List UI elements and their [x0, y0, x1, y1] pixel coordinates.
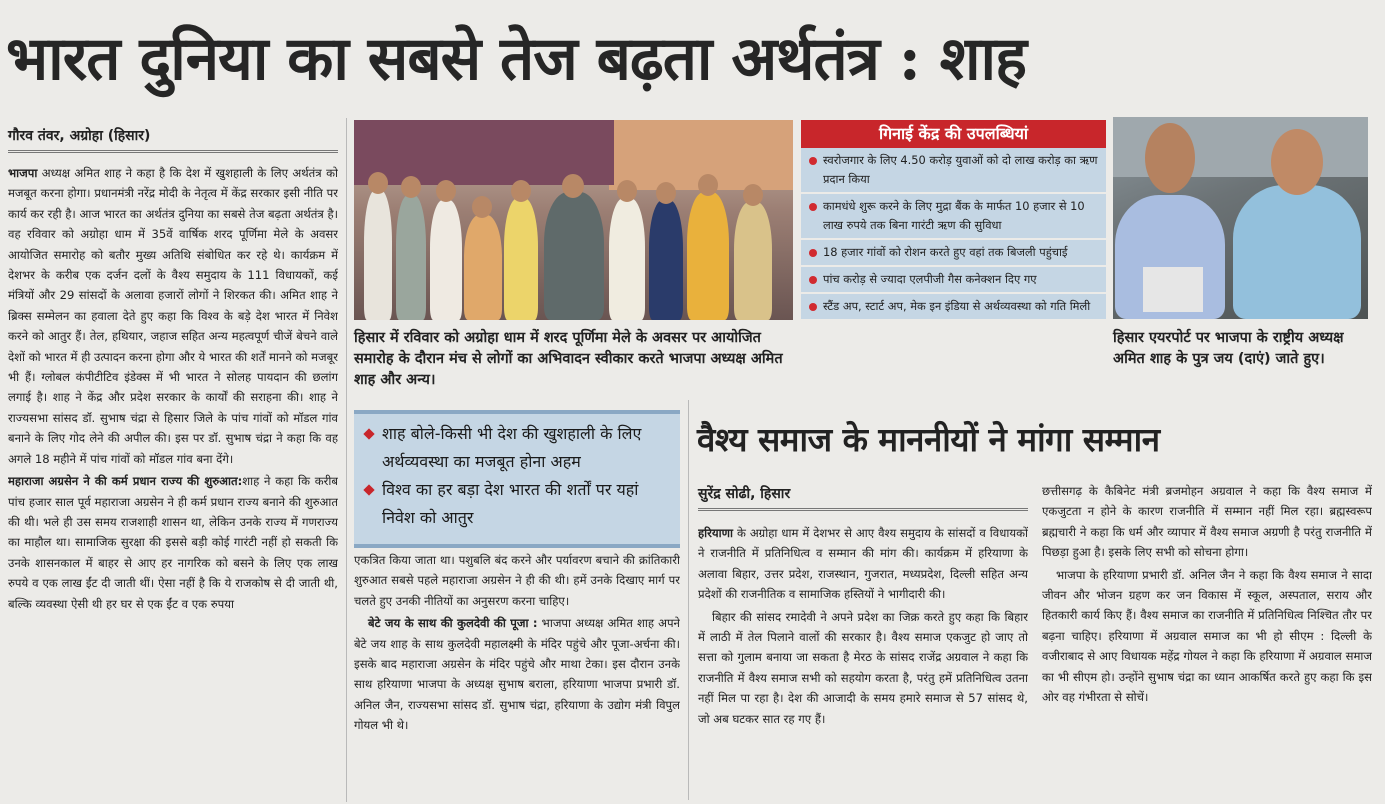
left-subhead: महाराजा अग्रसेन ने की कर्म प्रधान राज्य की शुरुआत: — [8, 474, 243, 489]
person-head — [511, 180, 531, 202]
left-lead-word: भाजपा — [8, 166, 38, 180]
achievement-text: स्टैंड अप, स्टार्ट अप, मेक इन इंडिया से अर्थव्यवस्था को गति मिली — [823, 299, 1091, 313]
person-figure — [649, 200, 683, 320]
bullet-icon — [809, 157, 817, 165]
pull-quote-text: विश्व का हर बड़ा देश भारत की शर्तों पर यहां निवेश को आतुर — [382, 480, 639, 527]
main-headline: भारत दुनिया का सबसे तेज बढ़ता अर्थतंत्र : शाह — [6, 24, 1026, 94]
person-head — [472, 196, 492, 218]
achievements-title: गिनाई केंद्र की उपलब्धियां — [801, 120, 1106, 148]
bullet-icon — [809, 249, 817, 257]
achievement-text: कामधंधे शुरू करने के लिए मुद्रा बैंक के मार्फत 10 हजार से 10 लाख रुपये तक बिना गारंटी ऋण की सुविधा — [823, 199, 1085, 232]
stage-photo — [354, 120, 793, 320]
pull-quote-item — [364, 420, 670, 476]
second-story-col1 — [698, 523, 1028, 801]
second-col1-para-2: बिहार की सांसद रमादेवी ने अपने प्रदेश का जिक्र करते हुए कहा कि बिहार में लाठी में तेल पिलाने वालों की सरकार है। वैश्य समाज एकजुट हो जाए तो सत्ता को गुलाम बनाया जा सकता है मेरठ के सांसद राजेंद्र अग्रवाल ने कहा कि राजनीति में वैश्य समाज सभी को सहयोग करता है, परंतु हमें प्रतिनिधित्व उतना नहीं मिल पा रहा है। देश की आजादी के समय हमारे समाज से 57 सांसद थे, जो अब घटकर सात रह गए हैं। — [698, 609, 1028, 726]
person-figure — [1233, 185, 1361, 319]
person-figure — [430, 200, 462, 320]
achievement-item — [801, 240, 1106, 267]
pull-quote-item — [364, 476, 670, 532]
middle-column-body — [354, 550, 680, 800]
person-figure — [364, 190, 392, 320]
column-divider — [688, 400, 689, 800]
person-head — [436, 180, 456, 202]
diamond-bullet-icon — [363, 484, 374, 495]
bullet-icon — [809, 276, 817, 284]
pull-quote — [354, 410, 680, 548]
person-head — [1145, 123, 1195, 193]
achievement-text: पांच करोड़ से ज्यादा एलपीजी गैस कनेक्शन दिए गए — [823, 272, 1037, 286]
second-byline-rule — [698, 508, 1028, 511]
left-article-body — [8, 163, 338, 803]
papers-in-hand — [1143, 267, 1203, 312]
second-col1-para-1: के अग्रोहा धाम में देशभर से आए वैश्य समुदाय के सांसदों व विधायकों ने राजनीति में प्रतिनिधित्व व सम्मान की मांग की। कार्यक्रम में हरियाणा के अलावा बिहार, उत्तर प्रदेश, राजस्थान, गुजरात, मध्यप्रदेश, दिल्ली सहित अन्य प्रदेशों की राजनीतिक व सामाजिक हस्तियों ने भागीदारी की। — [698, 526, 1028, 602]
person-head — [743, 184, 763, 206]
achievements-box — [801, 120, 1106, 396]
person-head — [617, 180, 637, 202]
second-story-byline: सुरेंद्र सोढी, हिसार — [698, 486, 791, 502]
person-figure — [544, 192, 604, 320]
person-figure — [504, 198, 538, 320]
second-story-headline: वैश्य समाज के माननीयों ने मांगा सम्मान — [697, 420, 1160, 459]
second-story-col2 — [1042, 481, 1372, 801]
bullet-icon — [809, 303, 817, 311]
achievement-text: स्वरोजगार के लिए 4.50 करोड़ युवाओं को दो लाख करोड़ का ऋण प्रदान किया — [823, 153, 1098, 186]
left-para-1: अध्यक्ष अमित शाह ने कहा है कि देश में खुशहाली के लिए अर्थतंत्र को मजबूत करना होगा। प्रधानमंत्री नरेंद्र मोदी के नेतृत्व में केंद्र सरकार इसी नीति पर कार्य कर रही है। आज भारत का अर्थतंत्र दुनिया का सबसे तेज बढ़ता अर्थतंत्र है। वह रविवार को अग्रोहा धाम में 35वें वार्षिक शरद पूर्णिमा मेले के अवसर आयोजित समारोह को बतौर मुख्य अतिथि संबोधित कर रहे थे। कार्यक्रम में देशभर के करीब एक दर्जन दलों के वैश्य समुदाय के 111 विधायकों, कई मंत्रियों और 29 सांसदों के अलावा हजारों लोगों ने शिरकत की। अमित शाह ने ब्रिक्स सम्मेलन का हवाला देते हुए कहा कि विश्व के बड़े देश भारत में निवेश करने को आतुर हैं। तेल, हथियार, जहाज सहित अन्य महत्वपूर्ण चीजें बेचने वाले देशों को भारत में ही उत्पादन करना होगा और ये भारत की शर्तें मानने को मजबूर भी हैं। ग्लोबल कंपीटीटिव इंडेक्स में भी भारत ने सोलह पायदान की छलांग लगाई है। शाह ने केंद्र और प्रदेश सरकार के कार्यों की सराहना की। शाह ने राज्यसभा सांसद डॉ. सुभाष चंद्रा से हिसार जिले के पांच गांवों को मॉडल गांव बनाने के लिए गोद लेने की अपील की। इस पर डॉ. सुभाष चंद्रा ने कहा कि वह अगले 18 महीने में पांच गांवों को मॉडल गांव बना देंगे। — [8, 166, 338, 466]
person-figure — [609, 198, 645, 320]
middle-para-1: एकत्रित किया जाता था। पशुबलि बंद करने और पर्यावरण बचाने की क्रांतिकारी शुरुआत सबसे पहले महाराजा अग्रसेन ने ही की थी। हमें उनके दिखाए मार्ग पर चलते हुए उनकी नीतियों का अनुसरण करना चाहिए। — [354, 553, 680, 608]
second-col2-para-2: भाजपा के हरियाणा प्रभारी डॉ. अनिल जैन ने कहा कि वैश्य समाज ने सादा जीवन और भोजन ग्रहण कर जन विकास में स्कूल, अस्पताल, सराय और हितकारी कार्य किए हैं। वैश्य समाज का राजनीति में प्रतिनिधित्व निश्चित तौर पर बढ़ना चाहिए। हरियाणा में अग्रवाल समाज का भी हो सीएम : दिल्ली के वजीराबाद से आए विधायक महेंद्र गोयल ने कहा कि हरियाणा में अग्रवाल समाज का भी सीएम हो। उन्होंने सुभाष चंद्रा का ध्यान आकर्षित करते हुए कहा कि इस ओर वह गंभीरता से सोचें। — [1042, 567, 1372, 705]
achievement-item — [801, 194, 1106, 240]
achievements-list — [801, 148, 1106, 321]
left-para-2: शाह ने कहा कि करीब पांच हजार साल पूर्व महाराजा अग्रसेन ने ही कर्म प्रधान राज्य बनाने की शुरुआत की थी। भले ही उस समय राजशाही शासन था, लेकिन उनके राज्य में गणराज्य का माहौल था। सामाजिक सुरक्षा की इससे बड़ी कोई गारंटी नहीं हो सकती कि उनके शासनकाल में बाहर से आए हर नागरिक को बसने के लिए एक लाख रुपये व एक लाख ईंट दी जाती थीं। ऐसा नहीं है कि ये राजकोष से दी जाती थी, बल्कि व्यवस्था ऐसी थी हर घर से एक ईंट व एक रुपया — [8, 474, 338, 611]
left-byline-rule — [8, 150, 338, 153]
middle-para-2: भाजपा अध्यक्ष अमित शाह अपने बेटे जय शाह के साथ कुलदेवी महालक्ष्मी के मंदिर पहुंचे और पूजा-अर्चना की। इसके बाद महाराजा अग्रसेन के मंदिर पहुंचे और माथा टेका। इस दौरान उनके साथ हरियाणा भाजपा के अध्यक्ष सुभाष बराला, हरियाणा भाजपा प्रभारी डॉ. अनिल जैन, राज्यसभा सांसद डॉ. सुभाष चंद्रा, हरियाणा के उद्योग मंत्री विपुल गोयल भी थे। — [354, 616, 680, 733]
column-divider — [346, 118, 347, 802]
second-col2-para-1: छत्तीसगढ़ के कैबिनेट मंत्री ब्रजमोहन अग्रवाल ने कहा कि वैश्य समाज में एकजुटता न होने के कारण राजनीति में सम्मान नहीं मिल रहा। ब्रह्मस्वरूप ब्रह्मचारी ने कहा कि धर्म और व्यापार में वैश्य समाज अग्रणी है परंतु राजनीति में पिछड़ा हुआ है। इसके लिए सभी को सोचना होगा। — [1042, 484, 1372, 560]
person-figure — [464, 215, 502, 320]
pull-quote-text: शाह बोले-किसी भी देश की खुशहाली के लिए अर्थव्यवस्था का मजबूत होना अहम — [382, 424, 642, 471]
person-figure — [734, 202, 772, 320]
person-head — [1271, 129, 1323, 195]
person-head — [368, 172, 388, 194]
diamond-bullet-icon — [363, 428, 374, 439]
person-head — [656, 182, 676, 204]
person-figure — [687, 192, 729, 320]
middle-subhead: बेटे जय के साथ की कुलदेवी की पूजा : — [368, 616, 538, 631]
person-head — [401, 176, 421, 198]
person-head — [698, 174, 718, 196]
stage-photo-caption: हिसार में रविवार को अग्रोहा धाम में शरद पूर्णिमा मेले के अवसर पर आयोजित समारोह के दौरान मंच से लोगों का अभिवादन स्वीकार करते भाजपा अध्यक्ष अमित शाह और अन्य। — [354, 330, 783, 388]
person-figure — [396, 195, 426, 320]
achievement-item — [801, 148, 1106, 194]
person-head — [562, 174, 584, 198]
second-lead-word: हरियाणा — [698, 526, 734, 540]
airport-photo-caption: हिसार एयरपोर्ट पर भाजपा के राष्ट्रीय अध्यक्ष अमित शाह के पुत्र जय (दाएं) जाते हुए। — [1113, 330, 1344, 367]
airport-photo — [1113, 117, 1368, 319]
achievement-item — [801, 267, 1106, 294]
achievement-text: 18 हजार गांवों को रोशन करते हुए वहां तक बिजली पहुंचाई — [823, 245, 1068, 259]
achievement-item — [801, 294, 1106, 321]
left-byline: गौरव तंवर, अग्रोहा (हिसार) — [8, 128, 151, 144]
bullet-icon — [809, 203, 817, 211]
